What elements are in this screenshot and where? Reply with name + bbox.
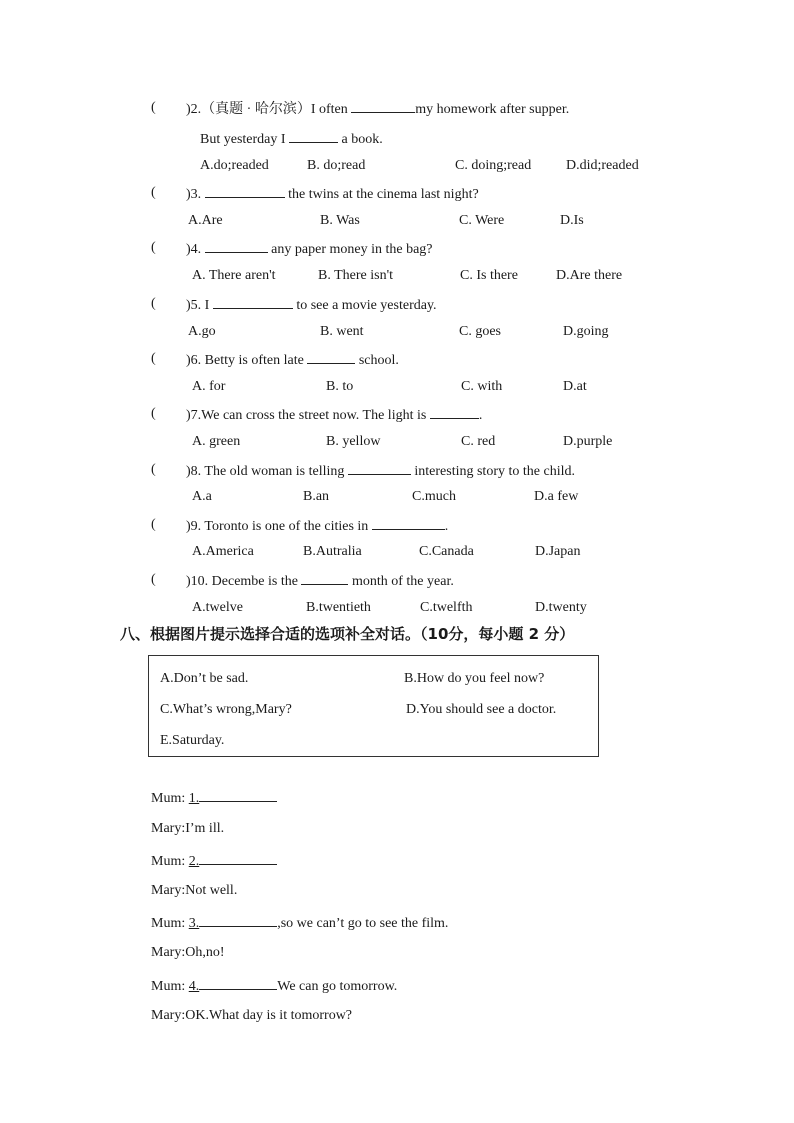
question-9 xyxy=(186,516,448,536)
answer-number: 2. xyxy=(188,854,200,869)
dialogue-line-2 xyxy=(151,820,224,838)
question-3-lead: )3. xyxy=(186,187,205,202)
option-a[interactable]: A.America xyxy=(192,544,254,559)
answer-blank[interactable] xyxy=(205,184,285,198)
choice-e: E.Saturday. xyxy=(160,733,225,748)
option-d[interactable]: D.Japan xyxy=(535,544,581,559)
question-4 xyxy=(186,239,433,259)
answer-blank[interactable] xyxy=(199,788,277,802)
option-a[interactable]: A.a xyxy=(192,489,212,504)
speaker: Mum: xyxy=(151,916,189,931)
question-10-lead: )10. Decembe is the xyxy=(186,574,302,589)
dialogue-text: Not well. xyxy=(185,883,238,898)
answer-blank[interactable] xyxy=(205,239,268,253)
question-2-lead: )2.（真题 · 哈尔滨）I often xyxy=(186,102,352,117)
option-d[interactable]: D.twenty xyxy=(535,600,587,615)
dialogue-text: I’m ill. xyxy=(185,821,225,836)
answer-paren: ( xyxy=(151,572,156,587)
question-6 xyxy=(186,350,399,370)
dialogue-line-5 xyxy=(151,913,448,933)
question-9-lead: )9. Toronto is one of the cities in xyxy=(186,519,372,534)
answer-blank[interactable] xyxy=(199,851,277,865)
question-5 xyxy=(186,295,437,315)
option-a[interactable]: A.twelve xyxy=(192,600,243,615)
option-b[interactable]: B.an xyxy=(303,489,330,504)
question-3-tail: the twins at the cinema last night? xyxy=(284,187,479,202)
speaker: Mum: xyxy=(151,791,189,806)
question-2-tail: my homework after supper. xyxy=(415,102,570,117)
option-b[interactable]: B. There isn't xyxy=(318,268,393,283)
answer-blank[interactable] xyxy=(307,350,355,364)
choice-d: D.You should see a doctor. xyxy=(406,702,557,717)
option-d[interactable]: D.a few xyxy=(534,489,579,504)
option-c[interactable]: C. goes xyxy=(459,324,501,339)
option-b[interactable]: B. went xyxy=(320,324,364,339)
speaker: Mum: xyxy=(151,979,189,994)
option-d[interactable]: D.going xyxy=(563,324,609,339)
answer-paren: ( xyxy=(151,296,156,311)
section-8-title: 八、根据图片提示选择合适的选项补全对话。（10分，每小题 2 分） xyxy=(120,625,575,643)
answer-blank[interactable] xyxy=(348,461,411,475)
answer-paren: ( xyxy=(151,185,156,200)
answer-paren: ( xyxy=(151,100,156,115)
question-8-lead: )8. The old woman is telling xyxy=(186,464,348,479)
question-2-line2-lead: But yesterday I xyxy=(200,132,290,147)
question-5-tail: to see a movie yesterday. xyxy=(292,298,437,313)
question-4-tail: any paper money in the bag? xyxy=(267,242,433,257)
option-b[interactable]: B.twentieth xyxy=(306,600,371,615)
answer-blank[interactable] xyxy=(301,571,348,585)
option-d[interactable]: D.Is xyxy=(560,213,584,228)
answer-paren: ( xyxy=(151,351,156,366)
question-7-lead: )7.We can cross the street now. The light is xyxy=(186,408,430,423)
speaker: Mary: xyxy=(151,1008,186,1023)
answer-blank[interactable] xyxy=(351,99,415,113)
dialogue-text: ,so we can’t go to see the film. xyxy=(277,916,449,931)
answer-number: 3. xyxy=(188,916,200,931)
dialogue-line-7 xyxy=(151,976,397,996)
question-2-line2 xyxy=(200,129,383,149)
question-9-tail: . xyxy=(444,519,449,534)
answer-number: 1. xyxy=(188,791,200,806)
option-b[interactable]: B. to xyxy=(326,379,354,394)
answer-paren: ( xyxy=(151,462,156,477)
speaker: Mary: xyxy=(151,821,186,836)
option-c[interactable]: C. with xyxy=(461,379,503,394)
option-b[interactable]: B. yellow xyxy=(326,434,381,449)
question-3 xyxy=(186,184,479,204)
option-b[interactable]: B. Was xyxy=(320,213,360,228)
option-c[interactable]: C. doing;read xyxy=(455,158,532,173)
speaker: Mary: xyxy=(151,945,186,960)
option-a[interactable]: A.Are xyxy=(188,213,223,228)
dialogue-text: We can go tomorrow. xyxy=(277,979,398,994)
answer-blank[interactable] xyxy=(213,295,293,309)
option-a[interactable]: A. green xyxy=(192,434,241,449)
question-2 xyxy=(186,99,569,119)
option-d[interactable]: D.did;readed xyxy=(566,158,639,173)
option-a[interactable]: A. for xyxy=(192,379,226,394)
question-2-line2-tail: a book. xyxy=(338,132,383,147)
option-b[interactable]: B. do;read xyxy=(307,158,366,173)
option-c[interactable]: C.much xyxy=(412,489,456,504)
question-6-tail: school. xyxy=(355,353,399,368)
question-4-lead: )4. xyxy=(186,242,205,257)
option-a[interactable]: A.go xyxy=(188,324,216,339)
question-7 xyxy=(186,405,482,425)
answer-blank[interactable] xyxy=(372,516,445,530)
option-d[interactable]: D.at xyxy=(563,379,587,394)
question-8-tail: interesting story to the child. xyxy=(410,464,575,479)
answer-blank[interactable] xyxy=(199,976,277,990)
option-c[interactable]: C. Is there xyxy=(460,268,518,283)
choice-a: A.Don’t be sad. xyxy=(160,671,249,686)
question-8 xyxy=(186,461,575,481)
choice-b: B.How do you feel now? xyxy=(404,671,545,686)
answer-paren: ( xyxy=(151,240,156,255)
question-10 xyxy=(186,571,454,591)
option-a[interactable]: A.do;readed xyxy=(200,158,269,173)
answer-blank[interactable] xyxy=(430,405,479,419)
dialogue-line-3 xyxy=(151,851,277,871)
question-5-lead: )5. I xyxy=(186,298,213,313)
question-10-tail: month of the year. xyxy=(348,574,454,589)
dialogue-line-6 xyxy=(151,944,225,962)
answer-blank[interactable] xyxy=(199,913,277,927)
option-c[interactable]: C. red xyxy=(461,434,496,449)
dialogue-line-4 xyxy=(151,882,237,900)
answer-paren: ( xyxy=(151,517,156,532)
option-d[interactable]: D.purple xyxy=(563,434,613,449)
dialogue-line-1 xyxy=(151,788,277,808)
option-c[interactable]: C. Were xyxy=(459,213,505,228)
answer-number: 4. xyxy=(188,979,200,994)
option-b[interactable]: B.Autralia xyxy=(303,544,362,559)
question-6-lead: )6. Betty is often late xyxy=(186,353,308,368)
choice-box xyxy=(148,655,599,757)
dialogue-text: Oh,no! xyxy=(185,945,225,960)
option-c[interactable]: C.twelfth xyxy=(420,600,473,615)
question-7-tail: . xyxy=(478,408,483,423)
answer-blank[interactable] xyxy=(289,129,338,143)
option-d[interactable]: D.Are there xyxy=(556,268,623,283)
speaker: Mum: xyxy=(151,854,189,869)
answer-paren: ( xyxy=(151,406,156,421)
option-c[interactable]: C.Canada xyxy=(419,544,474,559)
option-a[interactable]: A. There aren't xyxy=(192,268,276,283)
dialogue-line-8 xyxy=(151,1007,352,1025)
speaker: Mary: xyxy=(151,883,186,898)
choice-c: C.What’s wrong,Mary? xyxy=(160,702,292,717)
dialogue-text: OK.What day is it tomorrow? xyxy=(185,1008,353,1023)
